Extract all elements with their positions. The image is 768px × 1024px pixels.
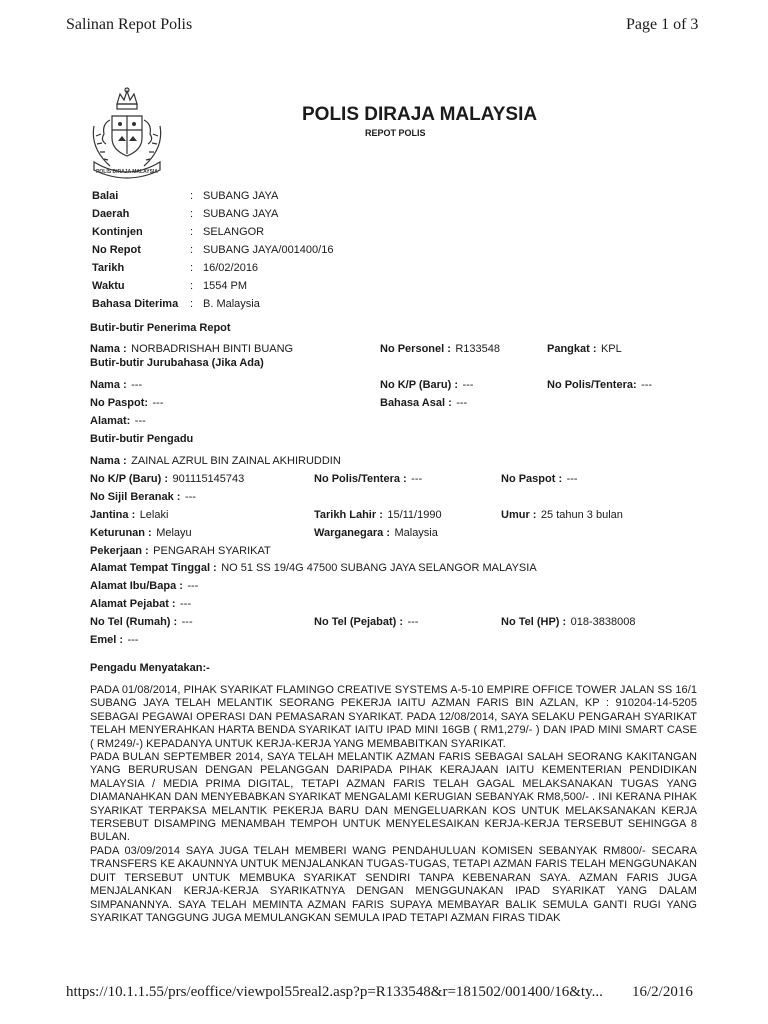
- info-colon: :: [190, 190, 194, 202]
- info-colon: :: [190, 298, 194, 310]
- info-value: SELANGOR: [203, 226, 265, 238]
- info-label: Daerah: [92, 208, 130, 220]
- complainant-heading: Butir-butir Pengadu: [90, 433, 194, 445]
- receiver-name: Nama : NORBADRISHAH BINTI BUANG: [90, 343, 294, 355]
- info-value: SUBANG JAYA: [203, 190, 279, 202]
- print-footer-date: 16/2/2016: [632, 984, 693, 1000]
- statement-paragraph: PADA 03/09/2014 SAYA JUGA TELAH MEMBERI WANG PENDAHULUAN KOMISEN SEBANYAK RM800/- SECARA TRANSFERS KE AKAUNNYA UNTUK MENJALANKAN TUGAS-TUGAS, TETAPI AZMAN FARIS TELAH MENGGUNAKAN DUIT TERSEBUT UNTUK MEMBUKA SYARIKAT SENDIRI TANPA KEBENARAN SAYA. AZMAN FARIS JUGA MENJALANKAN KERJA-KERJA SYARIKATNYA DENGAN MENGGUNAKAN IPAD SYARIKAT YANG DALAM SIMPANANNYA. SAYA TELAH MEMINTA AZMAN FARIS SUPAYA MEMBAYAR BALIK SEMULA GANTI RUGI YANG SYARIKAT TANGGUNG JUGA MEMULANGKAN SEMULA IPAD TETAPI AZMAN FIRAS TIDAK: [90, 844, 697, 924]
- interpreter-bahasa: Bahasa Asal : ---: [380, 397, 468, 409]
- info-label: No Repot: [92, 244, 141, 256]
- info-label: Balai: [92, 190, 119, 202]
- complainant-alamat: Alamat Tempat Tinggal : NO 51 SS 19/4G 47500 SUBANG JAYA SELANGOR MALAYSIA: [90, 562, 537, 574]
- police-crest-icon: [84, 86, 170, 180]
- complainant-tel-hp: No Tel (HP) : 018-3838008: [501, 616, 636, 628]
- info-colon: :: [190, 280, 194, 292]
- complainant-ibubapa: Alamat Ibu/Bapa : ---: [90, 580, 199, 592]
- statement-paragraph: PADA BULAN SEPTEMBER 2014, SAYA TELAH MELANTIK AZMAN FARIS SEBAGAI SALAH SEORANG KAKITANGAN YANG BERURUSAN DENGAN PELANGGAN DARIPADA PIHAK KERAJAAN IAITU KEMENTERIAN PENDIDIKAN MALAYSIA / MEDIA PRIMA DIGITAL, TETAPI AZMAN FARIS TELAH GAGAL MELAKSANAKAN TUGAS YANG DIAMANAHKAN DAN MENYEBABKAN SYARIKAT MENGALAMI KERUGIAN SEBANYAK RM8,500/- . INI KERANA PIHAK SYARIKAT TERPAKSA MELANTIK PEKERJA BARU DAN MENGELUARKAN KOS UNTUK MELAKSANAKAN KERJA TERSEBUT DISAMPING MENAMBAH TEMPOH UNTUK MENYELESAIKAN KERJA-KERJA TERSEBUT SEHINGGA 8 BULAN.: [90, 751, 697, 844]
- page-number: Page 1 of 3: [626, 16, 699, 33]
- info-label: Kontinjen: [92, 226, 143, 238]
- info-colon: :: [190, 208, 194, 220]
- interpreter-heading: Butir-butir Jurubahasa (Jika Ada): [90, 357, 264, 369]
- info-label: Waktu: [92, 280, 125, 292]
- info-value: 16/02/2016: [203, 262, 259, 274]
- interpreter-name: Nama : ---: [90, 379, 143, 391]
- complainant-warganegara: Warganegara : Malaysia: [314, 527, 438, 539]
- info-colon: :: [190, 244, 194, 256]
- info-value: 1554 PM: [203, 280, 248, 292]
- complainant-umur: Umur : 25 tahun 3 bulan: [501, 509, 623, 521]
- interpreter-polis: No Polis/Tentera: ---: [547, 379, 653, 391]
- page-title: POLIS DIRAJA MALAYSIA: [302, 104, 538, 125]
- statement-body: [90, 684, 697, 925]
- complainant-kp: No K/P (Baru) : 901115145743: [90, 473, 245, 485]
- receiver-personel: No Personel : R133548: [380, 343, 501, 355]
- interpreter-alamat: Alamat: ---: [90, 415, 146, 427]
- statement-paragraph: PADA 01/08/2014, PIHAK SYARIKAT FLAMINGO CREATIVE SYSTEMS A-5-10 EMPIRE OFFICE TOWER JALAN SS 16/1 SUBANG JAYA TELAH MELANTIK SEORANG PEKERJA IAITU AZMAN FARIS BIN AZLAN, KP : 910204-14-5205 SEBAGAI PEGAWAI OPERASI DAN PEMASARAN SYARIKAT. PADA 12/08/2014, SAYA SELAKU PENGARAH SYARIKAT TELAH MENYERAHKAN HARTA BENDA SYARIKAT IAITU IPAD MINI 16GB ( RM1,279/- ) DAN IPAD MINI SMART CASE ( RM249/-) KEPADANYA UNTUK KERJA-KERJA YANG MEMBABITKAN SYARIKAT.: [90, 684, 697, 750]
- complainant-pekerjaan: Pekerjaan : PENGARAH SYARIKAT: [90, 545, 271, 557]
- complainant-name: Nama : ZAINAL AZRUL BIN ZAINAL AKHIRUDDIN: [90, 455, 341, 467]
- complainant-sijil: No Sijil Beranak : ---: [90, 491, 196, 503]
- interpreter-paspot: No Paspot: ---: [90, 397, 164, 409]
- info-value: SUBANG JAYA/001400/16: [203, 244, 334, 256]
- complainant-jantina: Jantina : Lelaki: [90, 509, 169, 521]
- info-value: B. Malaysia: [203, 298, 260, 310]
- complainant-tel-rumah: No Tel (Rumah) : ---: [90, 616, 193, 628]
- page-subtitle: REPOT POLIS: [365, 128, 426, 138]
- print-header-title: Salinan Repot Polis: [66, 16, 193, 33]
- info-label: Tarikh: [92, 262, 125, 274]
- receiver-pangkat: Pangkat : KPL: [547, 343, 622, 355]
- complainant-tel-pejabat: No Tel (Pejabat) : ---: [314, 616, 419, 628]
- info-label: Bahasa Diterima: [92, 298, 179, 310]
- receiver-heading: Butir-butir Penerima Repot: [90, 322, 231, 334]
- complainant-keturunan: Keturunan : Melayu: [90, 527, 192, 539]
- complainant-emel: Emel : ---: [90, 634, 139, 646]
- interpreter-kp: No K/P (Baru) : ---: [380, 379, 474, 391]
- complainant-paspot: No Paspot : ---: [501, 473, 578, 485]
- crest-ribbon-text: POLIS DIRAJA MALAYSIA: [96, 169, 158, 175]
- complainant-lahir: Tarikh Lahir : 15/11/1990: [314, 509, 442, 521]
- info-colon: :: [190, 262, 194, 274]
- info-colon: :: [190, 226, 194, 238]
- statement-heading: Pengadu Menyatakan:-: [90, 662, 210, 674]
- complainant-polis: No Polis/Tentera : ---: [314, 473, 423, 485]
- complainant-pejabat: Alamat Pejabat : ---: [90, 598, 192, 610]
- print-footer-url: https://10.1.1.55/prs/eoffice/viewpol55real2.asp?p=R133548&r=181502/001400/16&ty...: [66, 984, 603, 1000]
- info-value: SUBANG JAYA: [203, 208, 279, 220]
